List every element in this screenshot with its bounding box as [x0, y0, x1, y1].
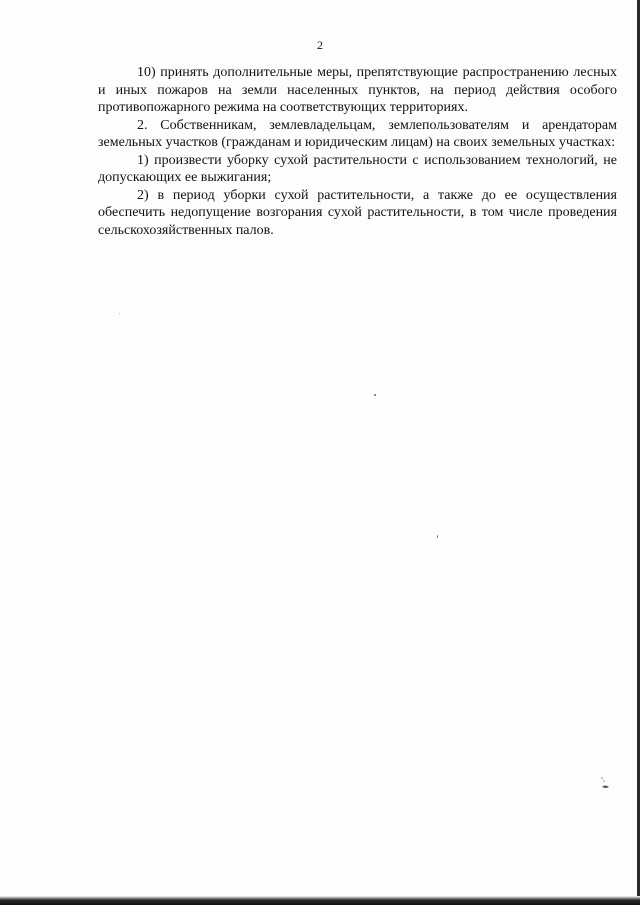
- paragraph-item-2: 2) в период уборки сухой растительности, а также до ее осуществления обеспечить недопущение возгорания сухой растительности, в том числе проведения сельскохозяйственных палов.: [98, 187, 617, 238]
- document-body: [98, 64, 617, 239]
- paragraph-section-2: 2. Собственникам, землевладельцам, землепользователям и арендаторам земельных участков (гражданам и юридическим лицам) на своих земельных участках:: [98, 117, 617, 150]
- scan-bottom-edge: [0, 896, 640, 905]
- scan-speck: [119, 313, 120, 314]
- scan-speck: [437, 535, 438, 538]
- scan-speck: [374, 394, 376, 396]
- paragraph-item-1: 1) произвести уборку сухой растительности с использованием технологий, не допускающих ее выжигания;: [98, 152, 617, 185]
- scan-mark-icon: [599, 776, 611, 790]
- page-number: 2: [317, 38, 323, 52]
- paragraph-item-10: 10) принять дополнительные меры, препятствующие распространению лесных и иных пожаров на земли населенных пунктов, на период действия особого противопожарного режима на соответствующих территориях.: [98, 65, 617, 115]
